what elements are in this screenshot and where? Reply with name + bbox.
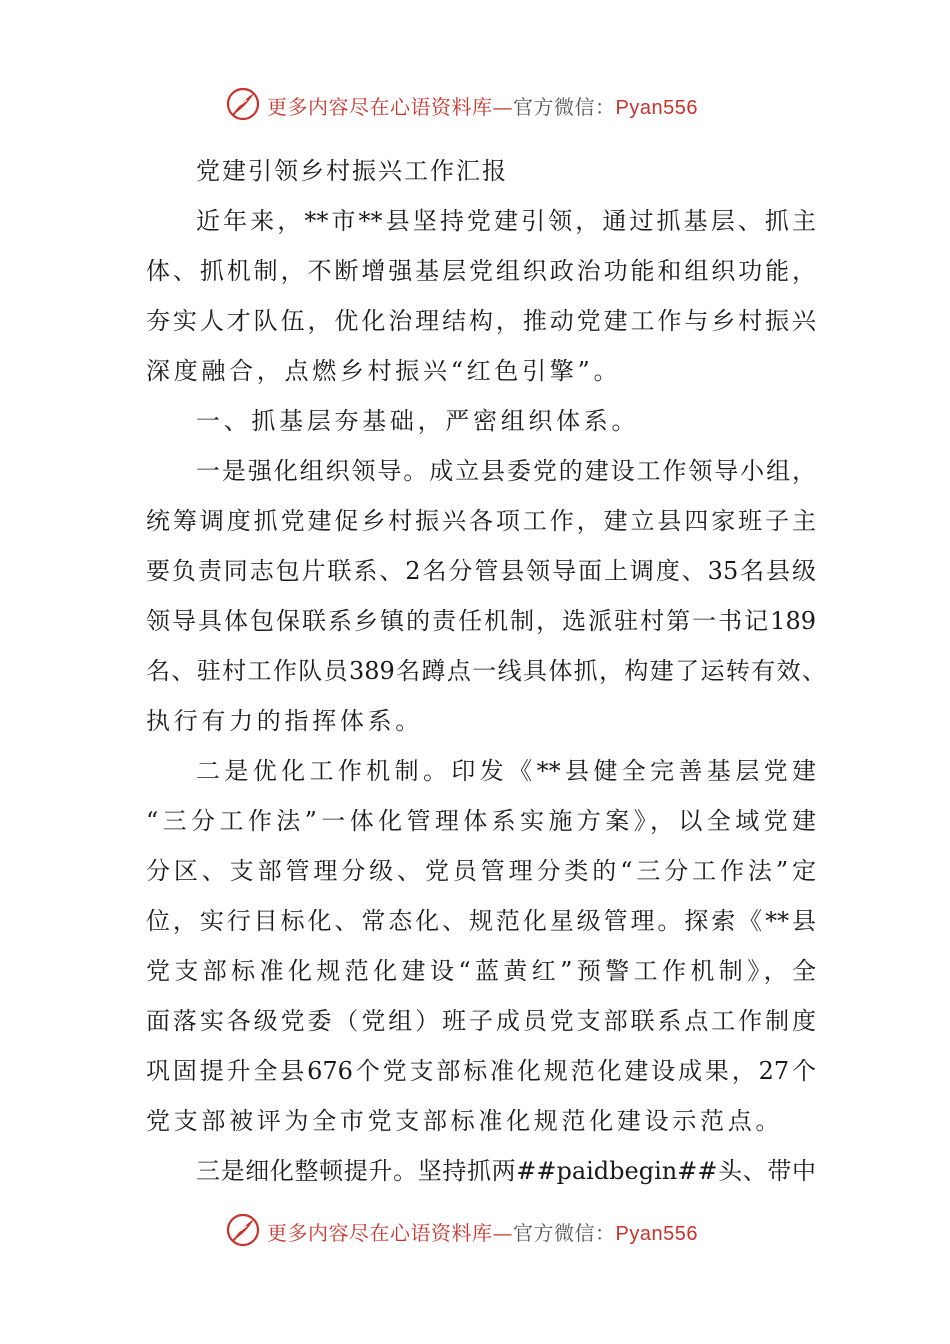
document-title: 党建引领乡村振兴工作汇报: [196, 157, 508, 185]
feather-pen-icon: [225, 86, 261, 122]
paragraph-line: 夯实人才队伍，优化治理结构，推动党建工作与乡村振兴: [146, 307, 816, 335]
section-heading: 一、抓基层夯基础，严密组织体系。: [196, 407, 640, 435]
watermark-separator: —: [492, 1221, 513, 1245]
watermark-site-name: 更多内容尽在心语资料库: [267, 1221, 493, 1245]
paragraph-line: 名、驻村工作队员389名蹲点一线具体抓，构建了运转有效、: [146, 657, 826, 685]
watermark-site-name: 更多内容尽在心语资料库: [267, 95, 493, 119]
paragraph-line: 执行有力的指挥体系。: [146, 707, 423, 735]
paragraph-line: “三分工作法”一体化管理体系实施方案》，以全域党建: [146, 807, 816, 835]
paragraph-line: 巩固提升全县676个党支部标准化规范化建设成果，27个: [146, 1057, 816, 1085]
watermark-text: [267, 1217, 698, 1246]
paragraph-line: 二是优化工作机制。印发《**县健全完善基层党建: [196, 757, 816, 785]
watermark-text: [267, 91, 698, 120]
watermark-wechat-id: Pyan556: [615, 97, 698, 119]
paragraph-line: 统筹调度抓党建促乡村振兴各项工作，建立县四家班子主: [146, 507, 816, 535]
paragraph-line: 位，实行目标化、常态化、规范化星级管理。探索《**县: [146, 907, 816, 935]
paragraph-line: 一是强化组织领导。成立县委党的建设工作领导小组，: [196, 457, 816, 485]
watermark-header: [0, 84, 950, 124]
watermark-separator: —: [492, 95, 513, 119]
paragraph-line: 分区、支部管理分级、党员管理分类的“三分工作法”定: [146, 857, 816, 885]
paragraph-line: 面落实各级党委（党组）班子成员党支部联系点工作制度: [146, 1007, 816, 1035]
paragraph-line: 要负责同志包片联系、2名分管县领导面上调度、35名县级: [146, 557, 816, 585]
feather-pen-icon: [225, 1212, 261, 1248]
watermark-wechat-id: Pyan556: [615, 1223, 698, 1245]
paragraph-line: 三是细化整顿提升。坚持抓两##paidbegin##头、带中: [196, 1157, 816, 1185]
paragraph-line: 近年来，**市**县坚持党建引领，通过抓基层、抓主: [196, 207, 816, 235]
paragraph-line: 党支部被评为全市党支部标准化规范化建设示范点。: [146, 1107, 784, 1135]
watermark-wechat-label: 官方微信：: [513, 95, 616, 119]
paragraph-line: 领导具体包保联系乡镇的责任机制，选派驻村第一书记189: [146, 607, 816, 635]
paragraph-line: 深度融合，点燃乡村振兴“红色引擎”。: [146, 357, 622, 385]
watermark-wechat-label: 官方微信：: [513, 1221, 616, 1245]
paragraph-line: 党支部标准化规范化建设“蓝黄红”预警工作机制》，全: [146, 957, 816, 985]
paragraph-line: 体、抓机制，不断增强基层党组织政治功能和组织功能，: [146, 257, 816, 285]
watermark-footer: [0, 1210, 950, 1250]
